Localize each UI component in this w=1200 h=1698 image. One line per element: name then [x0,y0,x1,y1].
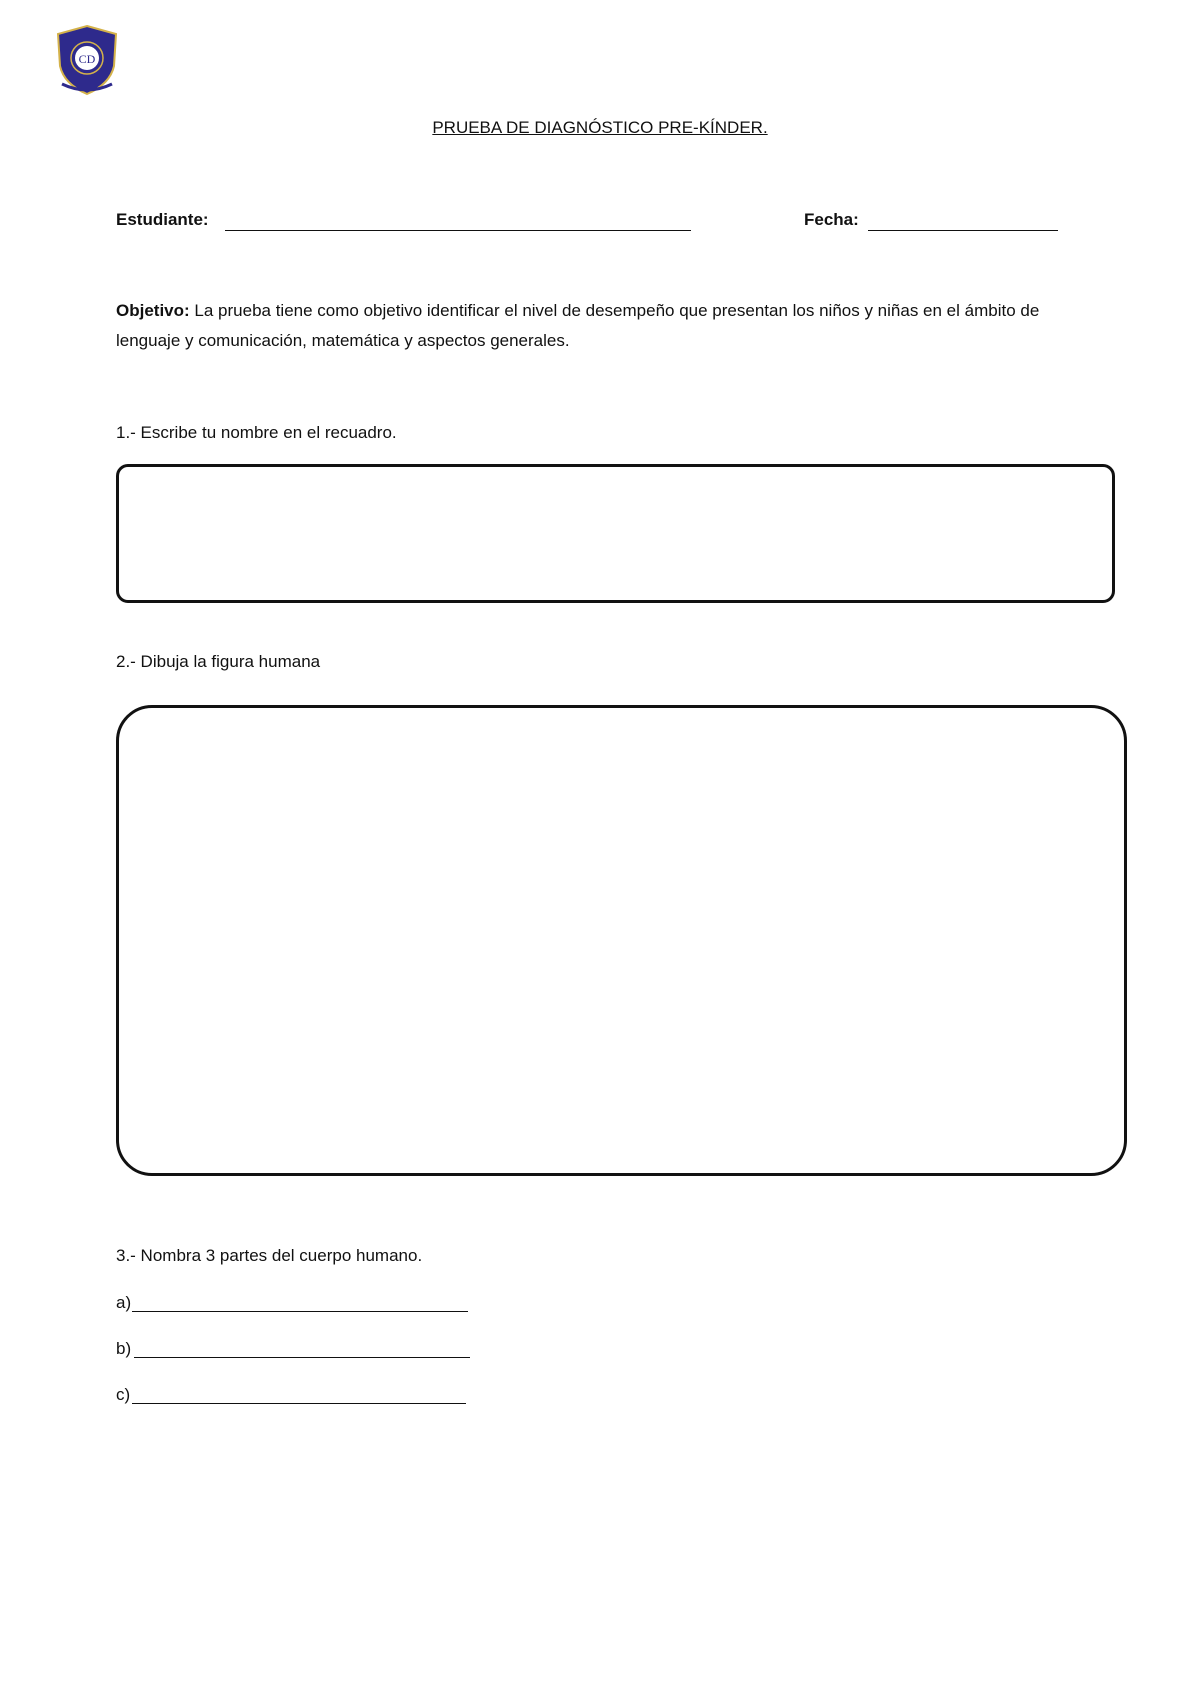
page-title-text: PRUEBA DE DIAGNÓSTICO PRE-KÍNDER. [432,118,768,137]
page-title [0,118,1200,138]
answer-a-label: a) [116,1293,132,1312]
objective-text: La prueba tiene como objetivo identificar el nivel de desempeño que presentan los niños y niñas en el ámbito de lenguaje y comunicación, matemática y aspectos generales. [116,301,1040,350]
question-2: 2.- Dibuja la figura humana [116,652,321,671]
shield-icon [54,24,120,96]
answer-a-line[interactable] [132,1311,468,1312]
answer-b-line[interactable] [134,1357,470,1358]
question-1: 1.- Escribe tu nombre en el recuadro. [116,423,397,442]
student-name-line[interactable] [225,230,691,231]
answer-b-label: b) [116,1339,132,1358]
student-label: Estudiante: [116,210,209,229]
school-logo [54,24,120,96]
date-label: Fecha: [804,210,859,229]
name-answer-box[interactable] [116,464,1115,603]
objective-paragraph [116,296,1106,356]
objective-label: Objetivo: [116,301,190,320]
answer-c-line[interactable] [132,1403,466,1404]
logo-initials: CD [78,52,96,66]
date-line[interactable] [868,230,1058,231]
question-3: 3.- Nombra 3 partes del cuerpo humano. [116,1246,423,1265]
answer-c-label: c) [116,1385,131,1404]
drawing-answer-box[interactable] [116,705,1127,1176]
